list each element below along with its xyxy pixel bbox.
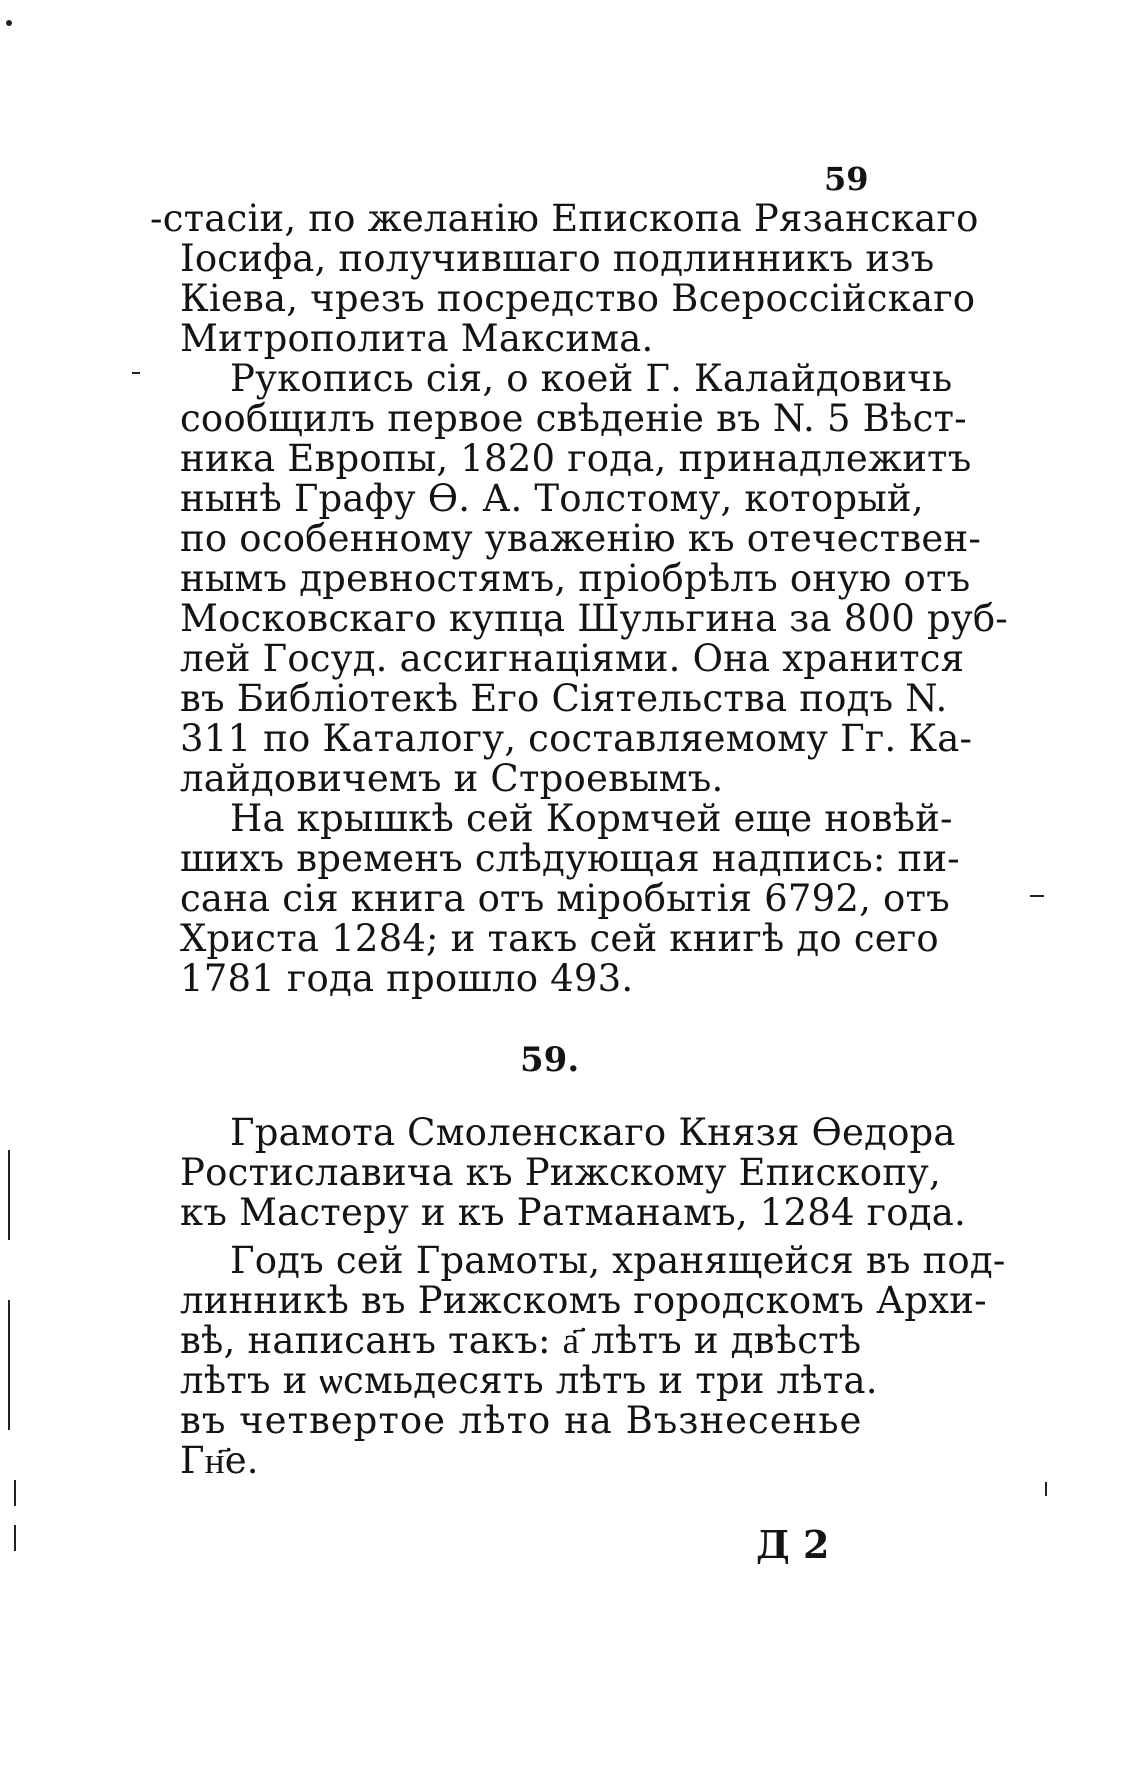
scan-mark: [132, 372, 140, 374]
text-line: Рукопись сія, о коей Г. Калайдовичь: [230, 357, 953, 400]
text-line: въ четвертое лѣто на Възнесенье: [180, 1399, 863, 1442]
text-line: 311 по Каталогу, составляемому Гг. Ка-: [180, 717, 973, 760]
text-line: Іосифа, получившаго подлинникъ изъ: [180, 237, 935, 280]
text-line: Грамота Смоленскаго Князя Ѳедора: [230, 1111, 956, 1154]
text-line: На крышкѣ сей Кормчей еще новѣй-: [230, 797, 953, 840]
text-line: Московскаго купца Шульгина за 800 руб-: [180, 597, 1008, 640]
signature-mark: Д 2: [756, 1522, 830, 1567]
scan-mark: [8, 1300, 10, 1430]
text-line: Годъ сей Грамоты, хранящейся въ под-: [230, 1239, 1006, 1282]
text-line: лайдовичемъ и Строевымъ.: [180, 757, 724, 800]
text-line: шихъ временъ слѣдующая надпись: пи-: [180, 837, 960, 880]
text-line: -стасіи, по желанію Епископа Рязанскаго: [150, 197, 979, 240]
text-line: 1781 года прошло 493.: [180, 957, 634, 1000]
text-line: нымъ древностямъ, пріобрѣлъ оную отъ: [180, 557, 971, 600]
text-line: въ Библіотекѣ Его Сіятельства подъ N.: [180, 677, 948, 720]
text-line: сана сія книга отъ міробытія 6792, отъ: [180, 877, 950, 920]
text-line: Гн҃е.: [180, 1439, 259, 1482]
text-line: Кіева, чрезъ посредство Всероссійскаго: [180, 277, 976, 320]
text-line: Митрополита Максима.: [180, 317, 654, 360]
scan-mark: [1030, 895, 1044, 897]
page-number: 59: [824, 160, 869, 198]
text-line: сообщилъ первое свѣденіе въ N. 5 Вѣст-: [180, 397, 967, 440]
text-line: къ Мастеру и къ Ратманамъ, 1284 года.: [180, 1191, 966, 1234]
text-line: нынѣ Графу Ѳ. А. Толстому, который,: [180, 477, 924, 520]
text-line: линникѣ въ Рижскомъ городскомъ Архи-: [180, 1279, 987, 1322]
scan-mark: [14, 1480, 16, 1506]
scan-mark: [14, 1525, 16, 1551]
scan-dot: [6, 20, 12, 26]
scan-mark: [8, 1150, 10, 1240]
section-number: 59.: [520, 1040, 580, 1080]
text-line: лѣтъ и ѡсмьдесять лѣтъ и три лѣта.: [180, 1359, 878, 1402]
text-line: Ростиславича къ Рижскому Епископу,: [180, 1151, 941, 1194]
text-line: вѣ, написанъ такъ: а҃ лѣтъ и двѣстѣ: [180, 1319, 862, 1362]
text-line: лей Госуд. ассигнаціями. Она хранится: [180, 637, 965, 680]
text-line: по особенному уваженію къ отечествен-: [180, 517, 982, 560]
text-line: ника Европы, 1820 года, принадлежитъ: [180, 437, 972, 480]
scan-mark: [1045, 1482, 1047, 1496]
text-line: Христа 1284; и такъ сей книгѣ до сего: [180, 917, 939, 960]
